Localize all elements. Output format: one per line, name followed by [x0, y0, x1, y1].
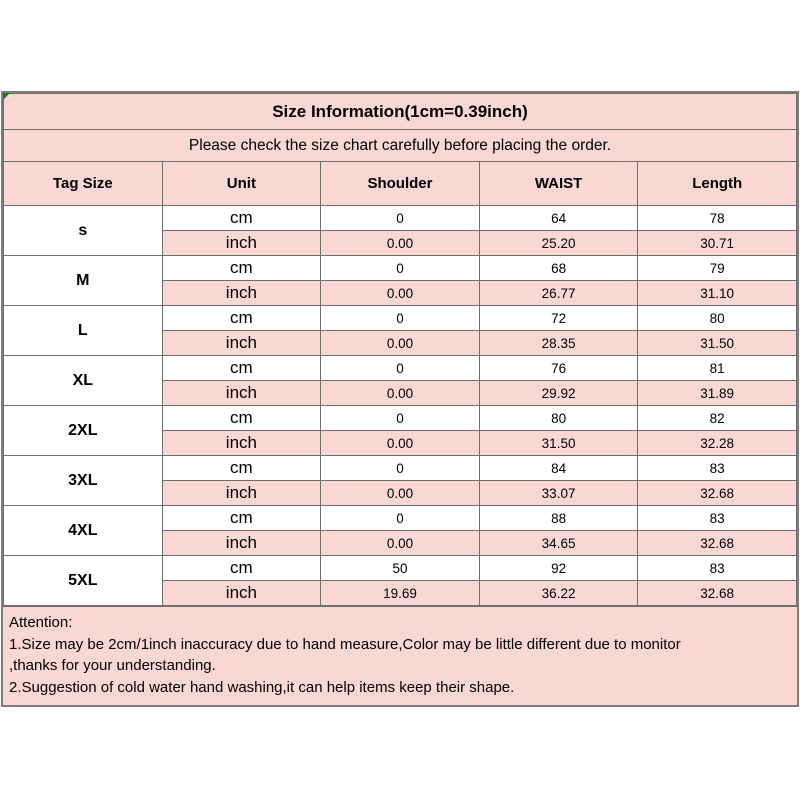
measurement-value: 32.68 — [638, 581, 797, 606]
measurement-value: 76 — [479, 356, 638, 381]
tag-size-cell: s — [4, 206, 163, 256]
measurement-value: 29.92 — [479, 381, 638, 406]
measurement-value: 32.68 — [638, 531, 797, 556]
tag-size-cell: 3XL — [4, 456, 163, 506]
excel-corner-marker-icon — [3, 93, 10, 100]
size-table-body — [4, 206, 797, 606]
measurement-value: 78 — [638, 206, 797, 231]
measurement-value: 82 — [638, 406, 797, 431]
measurement-value: 83 — [638, 556, 797, 581]
measurement-value: 31.89 — [638, 381, 797, 406]
measurement-value: 0.00 — [321, 381, 480, 406]
measurement-value: 0 — [321, 406, 480, 431]
measurement-value: 32.28 — [638, 431, 797, 456]
measurement-value: 25.20 — [479, 231, 638, 256]
measurement-value: 28.35 — [479, 331, 638, 356]
tag-size-cell: 2XL — [4, 406, 163, 456]
measurement-value: 26.77 — [479, 281, 638, 306]
unit-label-inch: inch — [162, 581, 321, 606]
measurement-value: 0.00 — [321, 481, 480, 506]
unit-label-inch: inch — [162, 431, 321, 456]
measurement-value: 64 — [479, 206, 638, 231]
unit-label-cm: cm — [162, 356, 321, 381]
tag-size-cell: XL — [4, 356, 163, 406]
measurement-value: 88 — [479, 506, 638, 531]
measurement-value: 0.00 — [321, 331, 480, 356]
measurement-value: 34.65 — [479, 531, 638, 556]
measurement-value: 31.50 — [479, 431, 638, 456]
measurement-value: 0 — [321, 356, 480, 381]
measurement-value: 68 — [479, 256, 638, 281]
size-row-cm — [4, 406, 797, 431]
attention-line: 1.Size may be 2cm/1inch inaccuracy due to hand measure,Color may be little different due to monitor — [9, 635, 681, 653]
unit-label-inch: inch — [162, 281, 321, 306]
measurement-value: 31.10 — [638, 281, 797, 306]
unit-label-cm: cm — [162, 456, 321, 481]
attention-note — [3, 606, 797, 705]
column-header-unit: Unit — [162, 162, 321, 206]
measurement-value: 0 — [321, 456, 480, 481]
measurement-value: 0.00 — [321, 281, 480, 306]
measurement-value: 0 — [321, 306, 480, 331]
size-row-cm — [4, 206, 797, 231]
measurement-value: 79 — [638, 256, 797, 281]
size-row-cm — [4, 306, 797, 331]
measurement-value: 0 — [321, 206, 480, 231]
unit-label-cm: cm — [162, 306, 321, 331]
attention-line: 2.Suggestion of cold water hand washing,it can help items keep their shape. — [9, 678, 515, 696]
size-row-cm — [4, 456, 797, 481]
column-header-tag-size: Tag Size — [4, 162, 163, 206]
tag-size-cell: L — [4, 306, 163, 356]
measurement-value: 80 — [638, 306, 797, 331]
tag-size-cell: 5XL — [4, 556, 163, 606]
tag-size-cell: 4XL — [4, 506, 163, 556]
measurement-value: 84 — [479, 456, 638, 481]
measurement-value: 80 — [479, 406, 638, 431]
column-header-waist: WAIST — [479, 162, 638, 206]
size-row-cm — [4, 256, 797, 281]
measurement-value: 19.69 — [321, 581, 480, 606]
column-header-row — [4, 162, 797, 206]
measurement-value: 31.50 — [638, 331, 797, 356]
table-title: Size Information(1cm=0.39inch) — [4, 94, 797, 130]
measurement-value: 0 — [321, 256, 480, 281]
measurement-value: 92 — [479, 556, 638, 581]
measurement-value: 0.00 — [321, 531, 480, 556]
measurement-value: 30.71 — [638, 231, 797, 256]
unit-label-cm: cm — [162, 506, 321, 531]
measurement-value: 50 — [321, 556, 480, 581]
column-header-shoulder: Shoulder — [321, 162, 480, 206]
unit-label-inch: inch — [162, 331, 321, 356]
measurement-value: 0.00 — [321, 431, 480, 456]
unit-label-cm: cm — [162, 256, 321, 281]
measurement-value: 83 — [638, 456, 797, 481]
size-row-cm — [4, 506, 797, 531]
measurement-value: 0.00 — [321, 231, 480, 256]
measurement-value: 81 — [638, 356, 797, 381]
size-table — [3, 93, 797, 606]
tag-size-cell: M — [4, 256, 163, 306]
unit-label-inch: inch — [162, 381, 321, 406]
size-chart — [1, 91, 799, 707]
attention-line: ,thanks for your understanding. — [9, 657, 216, 674]
unit-label-cm: cm — [162, 556, 321, 581]
unit-label-cm: cm — [162, 406, 321, 431]
column-header-length: Length — [638, 162, 797, 206]
measurement-value: 83 — [638, 506, 797, 531]
table-subtitle: Please check the size chart carefully before placing the order. — [4, 130, 797, 162]
measurement-value: 36.22 — [479, 581, 638, 606]
unit-label-cm: cm — [162, 206, 321, 231]
measurement-value: 72 — [479, 306, 638, 331]
size-row-cm — [4, 356, 797, 381]
measurement-value: 33.07 — [479, 481, 638, 506]
unit-label-inch: inch — [162, 231, 321, 256]
subtitle-row — [4, 130, 797, 162]
size-row-cm — [4, 556, 797, 581]
measurement-value: 32.68 — [638, 481, 797, 506]
measurement-value: 0 — [321, 506, 480, 531]
unit-label-inch: inch — [162, 481, 321, 506]
attention-heading: Attention: — [9, 614, 73, 631]
title-row — [4, 94, 797, 130]
unit-label-inch: inch — [162, 531, 321, 556]
